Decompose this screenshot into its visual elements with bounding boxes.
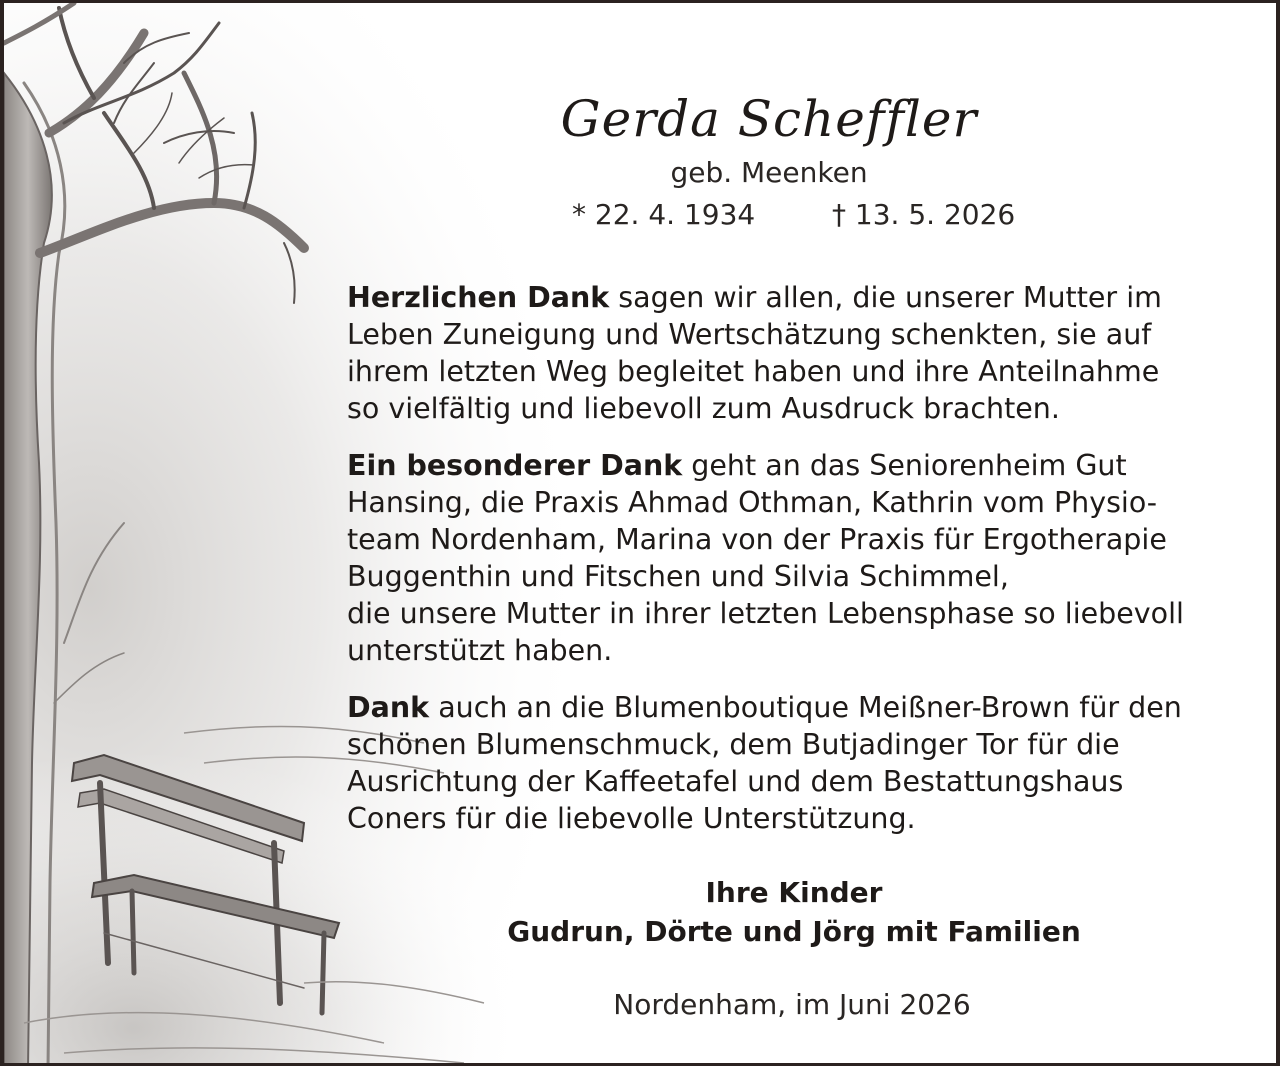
signature-line-1: Ihre Kinder [705,876,883,909]
paragraph-lead: Herzlichen Dank [347,281,610,314]
paragraph-line: schönen Blumenschmuck, dem Butjadinger Tor für die [347,728,1120,761]
paragraph-line: team Nordenham, Marina von der Praxis für Ergotherapie [347,523,1167,556]
signature-block [474,873,1114,951]
birth-name: geb. Meenken [670,156,868,189]
death-date: † 13. 5. 2026 [832,198,1016,231]
paragraph-line: Hansing, die Praxis Ahmad Othman, Kathrin vom Physio- [347,486,1158,519]
birth-date: * 22. 4. 1934 [572,198,756,231]
thanks-text [347,279,1227,857]
thanks-paragraph-3 [347,689,1227,837]
signature-line-2: Gudrun, Dörte und Jörg mit Familien [507,915,1081,948]
paragraph-line: geht an das Seniorenheim Gut [682,449,1127,482]
paragraph-line: Leben Zuneigung und Wertschätzung schenkten, sie auf [347,318,1152,351]
deceased-name: Gerda Scheffler [560,90,978,148]
thanks-paragraph-2 [347,447,1227,669]
paragraph-line: ihrem letzten Weg begleitet haben und ihre Anteilnahme [347,355,1160,388]
header-block [474,85,1124,235]
life-dates [474,195,1124,235]
paragraph-line: Coners für die liebevolle Unterstützung. [347,802,916,835]
paragraph-line: auch an die Blumenboutique Meißner-Brown für den [429,691,1182,724]
paragraph-lead: Dank [347,691,430,724]
place-and-date: Nordenham, im Juni 2026 [613,988,971,1021]
paragraph-line: so vielfältig und liebevoll zum Ausdruck brachten. [347,392,1060,425]
paragraph-line: die unsere Mutter in ihrer letzten Lebensphase so liebevoll [347,597,1184,630]
thanks-paragraph-1 [347,279,1227,427]
paragraph-line: unterstützt haben. [347,634,613,667]
paragraph-lead: Ein besonderer Dank [347,449,683,482]
paragraph-line: Ausrichtung der Kaffeetafel und dem Bestattungshaus [347,765,1124,798]
paragraph-line: Buggenthin und Fitschen und Silvia Schimmel, [347,560,1009,593]
paragraph-line: sagen wir allen, die unserer Mutter im [609,281,1162,314]
